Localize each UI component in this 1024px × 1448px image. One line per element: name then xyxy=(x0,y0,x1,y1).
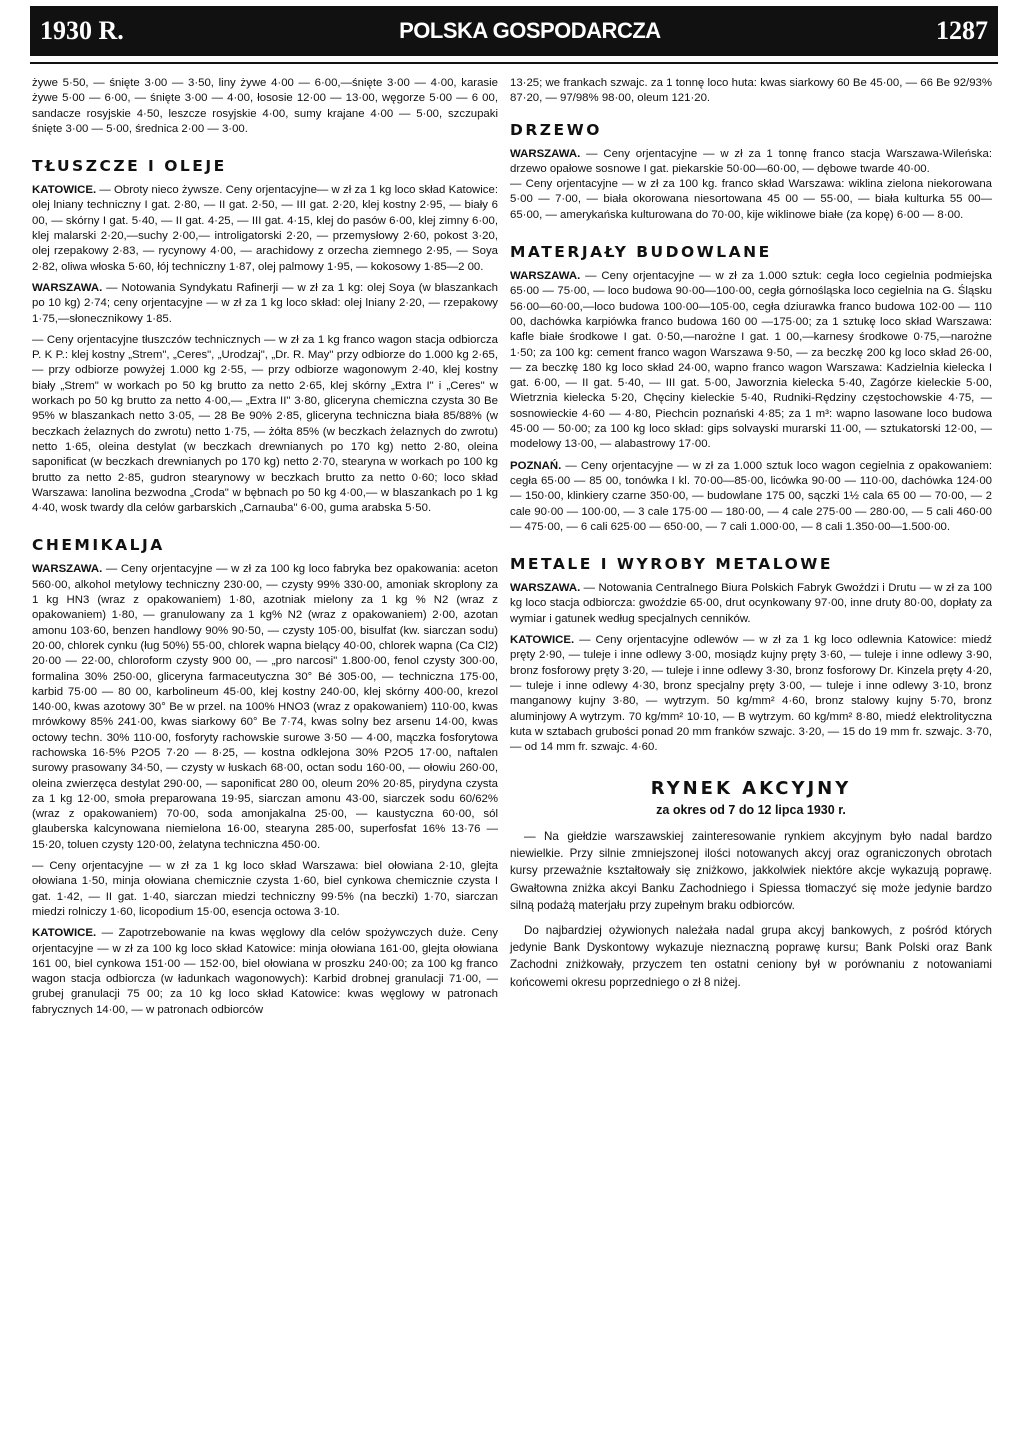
chemicals-paints: — Ceny orjentacyjne — w zł za 1 kg loco skład Warszawa: biel ołowiana 2·10, glejta ołowiana 1·50, minja ołowiana chemicznie czysta 1·60, biel cynkowa chemicznie czysta I gat. 1·42, — II gat. 1·40, siarczan miedzi techniczny 99·5% (na beczki) 1·70, siarczan miedzi rolniczy 1·60, licopodium 15·00, esencja octowa 3·10. xyxy=(32,860,498,918)
fats-warszawa xyxy=(32,281,498,327)
header-rule xyxy=(30,62,998,64)
page-header xyxy=(30,6,998,56)
city-label: KATOWICE. xyxy=(32,184,97,197)
header-year: 1930 R. xyxy=(40,16,124,45)
section-title-metals: METALE I WYROBY METALOWE xyxy=(510,555,833,574)
section-title-wood: DRZEWO xyxy=(510,120,602,139)
chemicals-katowice xyxy=(32,926,498,1018)
paragraph-text: — Ceny orjentacyjne — w zł za 1.000 sztuk loco wagon cegielnia z opakowaniem: cegła 65·00 — 85 00, tonówka I kl. 70·00—85·00, licówka 90·00 — 110·00, dachówka 124·00— 150·00, klinkiery czarne 350·00, — budowlane 175 00, sączki 1½ cala 65 00 — 70·00, — 2 cale 90·00 — 100·00, — 3 cale 175·00 — 180·00, — 4 cale 275·00 — 280·00, — 5 cali 460·00 — 475·00, — 6 cali 625·00 — 650·00, — 7 cali 1.000·00, — 8 cali 1.350·00—1.500·00. xyxy=(510,459,992,533)
building-poznan xyxy=(510,459,992,535)
building-warszawa xyxy=(510,269,992,453)
section-title-stock-market: RYNEK AKCYJNY xyxy=(650,778,852,800)
stock-market-paragraph-2: Do najbardziej ożywionych należała nadal grupa akcyj bankowych, z pośród których jedynie Bank Dyskontowy wykazuje nieznaczną poprawę kursu; Bank Polski oraz Bank Zachodni zniżkowały, przyczem ten ostatni ceniony był w porównaniu z notowaniami końcowemi okresu poprzedniego o zł 8 niżej. xyxy=(510,924,992,989)
header-page-number: 1287 xyxy=(936,16,988,45)
chemicals-warszawa xyxy=(32,562,498,853)
paragraph-text: — Notowania Syndykatu Rafinerji — w zł za 1 kg: olej Soya (w blaszankach po 10 kg) 2·74; ceny orjentacyjne — w zł za 1 kg loco skład: olej lniany 2·20, — rzepakowy 1·75,—słonecznikowy 1·85. xyxy=(32,281,498,325)
stock-market-paragraph-1: — Na giełdzie warszawskiej zainteresowanie rynkiem akcyjnym było nadal bardzo niewielkie. Przy silnie zmniejszonej ilości notowanych akcyj oraz ograniczonych obrotach kursy przeważnie kształtowały się zniżkowo, jakkolwiek niektóre akcje wykazują poprawę. Gwałtowna zniżka akcyi Banku Zachodniego i Spiessa tłomaczyć się może jedynie bardzo silną podażą materjału przy zupełnym braku odbiorców. xyxy=(510,829,992,912)
right-column xyxy=(510,76,992,991)
header-publication: POLSKA GOSPODARCZA xyxy=(399,18,661,43)
left-column xyxy=(32,76,498,1018)
paragraph-text: — Obroty nieco żywsze. Ceny orjentacyjne— w zł za 1 kg loco skład Katowice: olej lniany techniczny I gat. 2·80, — II gat. 2·50, — III gat. 2·20, klej kostny 2·95, — biały 6 00, — skórny I gat. 5·40, — II gat. 4·25, — III gat. 4·15, klej do pasów 6·00, klej zimny 6·00, klej malarski 2·20,—suchy 2·00,— introligatorski 2·20, — przemysłowy 2·60, pokost 3·20, olej rzepakowy 2·83, — rycynowy 4·00, — arachidowy z orzecha ziemnego 2·95, — Soya 2·82, oliwa włoska 5·60, łój techniczny 1·87, olej palmowy 1·95, — kokosowy 1·85—2 00. xyxy=(32,184,498,273)
city-label: WARSZAWA. xyxy=(32,281,103,294)
section-title-fats: TŁUSZCZE I OLEJE xyxy=(32,157,227,176)
fish-prices-continued: żywe 5·50, — śnięte 3·00 — 3·50, liny żywe 4·00 — 6·00,—śnięte 3·00 — 4·00, karasie żywe 5·00 — 6·00, — śnięte 3·00 — 4·00, łososie 12·00 — 13·00, węgorze 5·00 — 6 00, sandacze rosyjskie 4·50, leszcze rosyjskie 4·00, sumy krajane 4·00 — 5·00, szczupaki śnięte 3·00 — 5·00, średnica 2·00 — 3·00. xyxy=(32,77,498,135)
city-label: WARSZAWA. xyxy=(510,582,581,595)
city-label: WARSZAWA. xyxy=(510,147,581,160)
paragraph-text: — Ceny orjentacyjne — w zł za 1 tonnę franco stacja Warszawa-Wileńska: drzewo opałowe sosnowe I gat. piekarskie 50·00—60·00, — dębowe twarde 40·00. xyxy=(510,147,992,175)
wood-warszawa xyxy=(510,147,992,178)
paragraph-text: — Ceny orjentacyjne — w zł za 100 kg loco fabryka bez opakowania: aceton 560·00, alkohol metylowy techniczny 230·00, — czysty 99% 330·00, amoniak skroplony za 1 kg HN3 (wraz z opakowaniem) 1·80, azotniak mielony za 1 kg % N2 (wraz z opakowaniem) 1·80, — granulowany za 1 kg% N2 (wraz z opakowaniem) 2·00, azotan amonu 103·60, benzen handlowy 90% 90·50, — czysty 105·00, bisulfat (kw. siarczan sodu) 20·00, chlorek cynku (ług 50%) 55·00, chlorek wapna bielący 40·00, chlorek wapna (Ca Cl2) 20·00 — 22·00, chloroform czysty 900 00, — „pro narcosi" 1.800·00, fenol czysty 300·00, formalina 30% 250·00, gliceryna farmaceutyczna 30° Bé 305·00, — techniczna 175·00, karbid 75·00 — 80 00, karbolineum 45·00, klej kostny 240·00, klej skórny 400·00, krezol 140·00, kwas azotowy 30° Be w przel. na 100% HNO3 (wraz z opakowaniem) 110·00, kwas mrówkowy 85% 241·00, kwas siarkowy 60° Be 7·74, kwas solny bez arsenu 14·00, kwas octowy techn. 30% 110·00, fosforyty rachowskie surowe 3·50 — 4·00, mączka fosforytowa rachowska 16·5% P2O5 7·20 — 8·25, — kostna odklejona 30% P2O5 17·00, naftalen surowy prasowany 34·50, — czysty w łuskach 68·00, octan sodu 160·00, — ołowiu 260·00, oleina zwierzęca destylat 290·00, — saponificat 280 00, oleum 20% 20·85, pirydyna czysta za 1 kg 12·00, smoła preparowana 19·95, siarczan amonu 43·00, siarczek sodu 60/62% (wraz z opakowaniem) 70·00, soda amonjakalna 25·00, — kaustyczna 60·00, sól glauberska kalcynowana niemielona 16·00, stearyna 285·00, superfosfat 16% 13·76 — 15·20, toluen czysty 120·00, żelatyna techniczna 450·00. xyxy=(32,563,498,851)
city-label: KATOWICE. xyxy=(32,927,97,940)
wood-wicker: — Ceny orjentacyjne — w zł za 100 kg. franco skład Warszawa: wiklina zielona niekorowana 5·00 — 7·00, — biała okorowana niesortowana 45 00 — 55·00, — biała kulturka 55 00— 65·00, — amerykańska kulturowana do 70·00, kije wiklinowe białe (za kopę) 6·00 — 8·00. xyxy=(510,178,992,221)
city-label: KATOWICE. xyxy=(510,634,575,647)
city-label: WARSZAWA. xyxy=(32,563,103,576)
stock-market-period: za okres od 7 do 12 lipca 1930 r. xyxy=(656,802,846,817)
metals-katowice xyxy=(510,633,992,755)
section-title-chemicals: CHEMIKALJA xyxy=(32,536,165,555)
fats-katowice xyxy=(32,183,498,275)
city-label: WARSZAWA. xyxy=(510,270,581,283)
fats-technical: — Ceny orjentacyjne tłuszczów technicznych — w zł za 1 kg franco wagon stacja odbiorcza P. K P.: klej kostny „Strem", „Ceres", „Urodzaj", „Dr. R. May" przy odbiorze do 1.000 kg 2·65,— przy odbiorze powyżej 1.000 kg 2·55, — przy odbiorze wagonowym 2·40, klej kostny biały „Strem" w workach po 50 kg brutto za netto 2·65, klej skórny „Extra I" i „Ceres" w workach po 50 kg brutto za netto 4·00,— „Extra II" 3·80, gliceryna chemiczna czysta 30 Be 95% w blaszankach netto 3·05, — 28 Be 90% 2·85, gliceryna techniczna biała 85/88% (w beczkach żelaznych do zwrotu) netto 1·75, — żółta 85% (w beczkach żelaznych do zwrotu) netto 1·65, oleina destylat (w beczkach drewnianych po 170 kg) netto 2·80, oleina saponificat (w beczkach drewnianych po 170 kg) netto 2·70, stearyna w workach po 100 kg brutto za netto 2·85, gudron stearynowy w beczkach brutto za netto 0·60; loco skład Warszawa: lanolina bezwodna „Croda" w bębnach po 50 kg 4·00,— w blaszankach po 1 kg 4·40, wosk twardy dla celów garbarskich „Carnauba" 6·00, guma arabska 5·50. xyxy=(32,333,498,515)
city-label: POZNAŃ. xyxy=(510,459,562,472)
paragraph-text: — Notowania Centralnego Biura Polskich Fabryk Gwoździ i Drutu — w zł za 100 kg loco stacja odbiorcza: gwoździe 65·00, drut ocynkowany 97·00, inne druty 80·00, dopłaty za wymiar i gatunek według specjalnych cenników. xyxy=(510,582,992,625)
metals-warszawa xyxy=(510,581,992,627)
paragraph-text: — Zapotrzebowanie na kwas węglowy dla celów spożywczych duże. Ceny orjentacyjne — w zł za 100 kg loco skład Katowice: minja ołowiana 161·00, glejta ołowiana 161 00, biel cynkowa 151·00 — 152·00, biel ołowiana w proszku 240·00; za 100 kg franco wagon stacja odbiorcza (w ładunkach wagonowych): Karbid drobnej granulacji 71·00, — grubej granulacji 75 00; za 10 kg loco skład Katowice: kwas węglowy w patronach fabrycznych 14·00, — w patronach odbiorców xyxy=(32,927,498,1016)
paragraph-text: — Ceny orjentacyjne — w zł za 1.000 sztuk: cegła loco cegielnia podmiejska 65·00 — 75·00, — loco budowa 90·00—100·00, cegła górnośląska loco cegielnia na G. Śląsku 56·00—60·00,—loco budowa 100·00—105·00, cegła dziurawka franco budowa 102·00 — 110 00, dachówka karpiówka franco budowa 160 00 —175·00; za 1 sztukę loco skład Warszawa: kafle białe środkowe I gat. 0·50,—narożne I gat. 1 00,—karnesy środkowe 0·75,—narożne 1·50; za 100 kg: cement franco wagon Warszawa 9·50, — za beczkę 200 kg loco skład 26·00, — za beczkę 180 kg loco skład 24·00, wapno franco wagon Warszawa: Kadzielnia kielecka I gat. 6·00, — II gat. 5·40, — III gat. 5·00, Jaworznia kielecka 5·40, Zagórze kieleckie 5·00, Wietrznia kielecka 5·20, Chęciny kieleckie 5·40, Rudniki-Rędziny częstochowskie 4·75, — sosnowieckie 4·60 — 4·80, Piechcin poznański 4·85; za 1 m³: wapno lasowane loco budowa 45·00 — 50·00; za 100 kg loco skład: gips solvayski murarski 11·00, — sztukatorski 12·00, — modelowy 13·00, — alabastrowy 17·00. xyxy=(510,270,992,451)
section-title-building-materials: MATERJAŁY BUDOWLANE xyxy=(510,243,772,262)
acids-continued: 13·25; we frankach szwajc. za 1 tonnę loco huta: kwas siarkowy 60 Be 45·00, — 66 Be 92/93% 87·20, — 97/98% 98·00, oleum 121·20. xyxy=(510,77,992,105)
paragraph-text: — Ceny orjentacyjne odlewów — w zł za 1 kg loco odlewnia Katowice: miedź pręty 2·90, — tuleje i inne odlewy 3·00, mosiądz kujny pręty 3·60, — tuleje i inne odlewy 3·90, bronz fosforowy pręty 3·20, — tuleje i inne odlewy 3·30, bronz fosforowy Dr. Kinzela pręty 4·20, — tuleje i inne odlewy 4·30, bronz specjalny pręty 3·00, — tuleje i inne odlewy 3·10, bronz manganowy kujny 3·80, — wytrzym. 50 kg/mm² 4·60, bronz stalowy kujny 5·70, bronz aluminjowy A wytrzym. 70 kg/mm² 10·10, — B wytrzym. 60 kg/mm² 8·80, miedź elektrolityczna kuta w sztabach grubości ponad 20 mm franków szwajc. 3·20, — 15 do 19 mm fr. szwajc. 3·70, — od 14 mm fr. szwajc. 4·60. xyxy=(510,634,992,754)
